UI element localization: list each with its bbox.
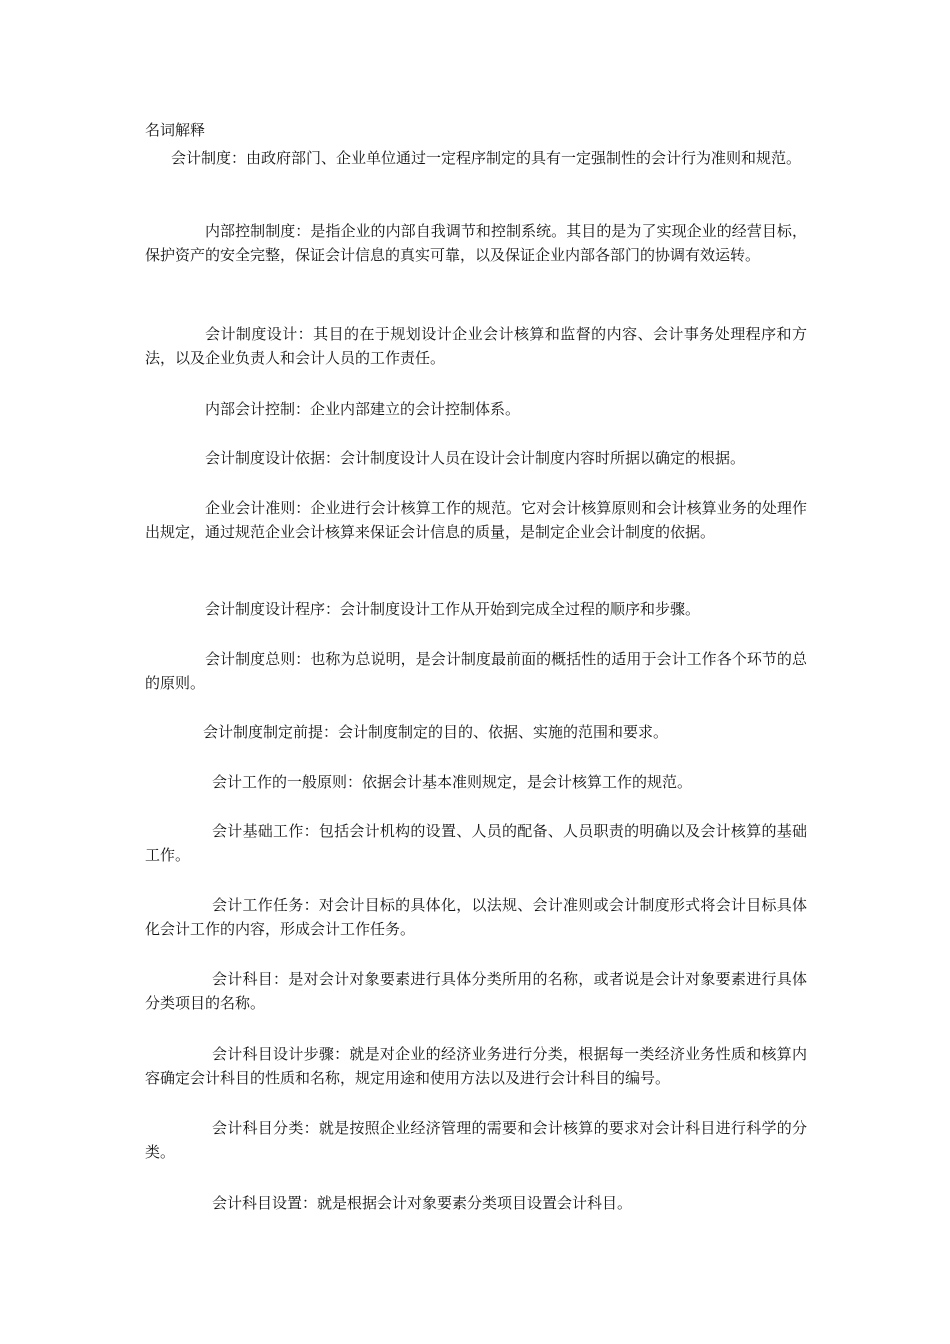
definition-basic-accounting-work: 会计基础工作：包括会计机构的设置、人员的配备、人员职责的明确以及会计核算的基础工作。 [145, 822, 807, 864]
definition-accounting-tasks: 会计工作任务：对会计目标的具体化，以法规、会计准则或会计制度形式将会计目标具体化会计工作的内容，形成会计工作任务。 [145, 896, 807, 938]
definition-internal-control-system: 内部控制制度：是指企业的内部自我调节和控制系统。其目的是为了实现企业的经营目标，保护资产的安全完整，保证会计信息的真实可靠，以及保证企业内部各部门的协调有效运转。 [145, 222, 807, 264]
definition-accounting-system-design: 会计制度设计：其目的在于规划设计企业会计核算和监督的内容、会计事务处理程序和方法，以及企业负责人和会计人员的工作责任。 [145, 325, 807, 367]
definition-accounting-subjects: 会计科目：是对会计对象要素进行具体分类所用的名称，或者说是会计对象要素进行具体分类项目的名称。 [145, 970, 807, 1012]
definition-design-procedure: 会计制度设计程序：会计制度设计工作从开始到完成全过程的顺序和步骤。 [205, 600, 701, 618]
definition-internal-accounting-control: 内部会计控制：企业内部建立的会计控制体系。 [205, 400, 521, 418]
definition-general-provisions: 会计制度总则：也称为总说明，是会计制度最前面的概括性的适用于会计工作各个环节的总的原则。 [145, 650, 807, 692]
definition-subject-design-steps: 会计科目设计步骤：就是对企业的经济业务进行分类，根据每一类经济业务性质和核算内容确定会计科目的性质和名称，规定用途和使用方法以及进行会计科目的编号。 [145, 1045, 807, 1087]
definition-general-principles: 会计工作的一般原则：依据会计基本准则规定，是会计核算工作的规范。 [212, 773, 693, 791]
definition-design-basis: 会计制度设计依据：会计制度设计人员在设计会计制度内容时所据以确定的根据。 [205, 449, 746, 467]
definition-enterprise-accounting-standards: 企业会计准则：企业进行会计核算工作的规范。它对会计核算原则和会计核算业务的处理作出规定，通过规范企业会计核算来保证会计信息的质量，是制定企业会计制度的依据。 [145, 499, 807, 541]
definition-subject-classification: 会计科目分类：就是按照企业经济管理的需要和会计核算的要求对会计科目进行科学的分类。 [145, 1119, 807, 1161]
document-heading: 名词解释 [145, 121, 206, 139]
definition-formulation-premise: 会计制度制定前提：会计制度制定的目的、依据、实施的范围和要求。 [203, 723, 669, 741]
definition-accounting-system: 会计制度：由政府部门、企业单位通过一定程序制定的具有一定强制性的会计行为准则和规范。 [171, 149, 802, 167]
definition-subject-setting: 会计科目设置：就是根据会计对象要素分类项目设置会计科目。 [212, 1194, 633, 1212]
